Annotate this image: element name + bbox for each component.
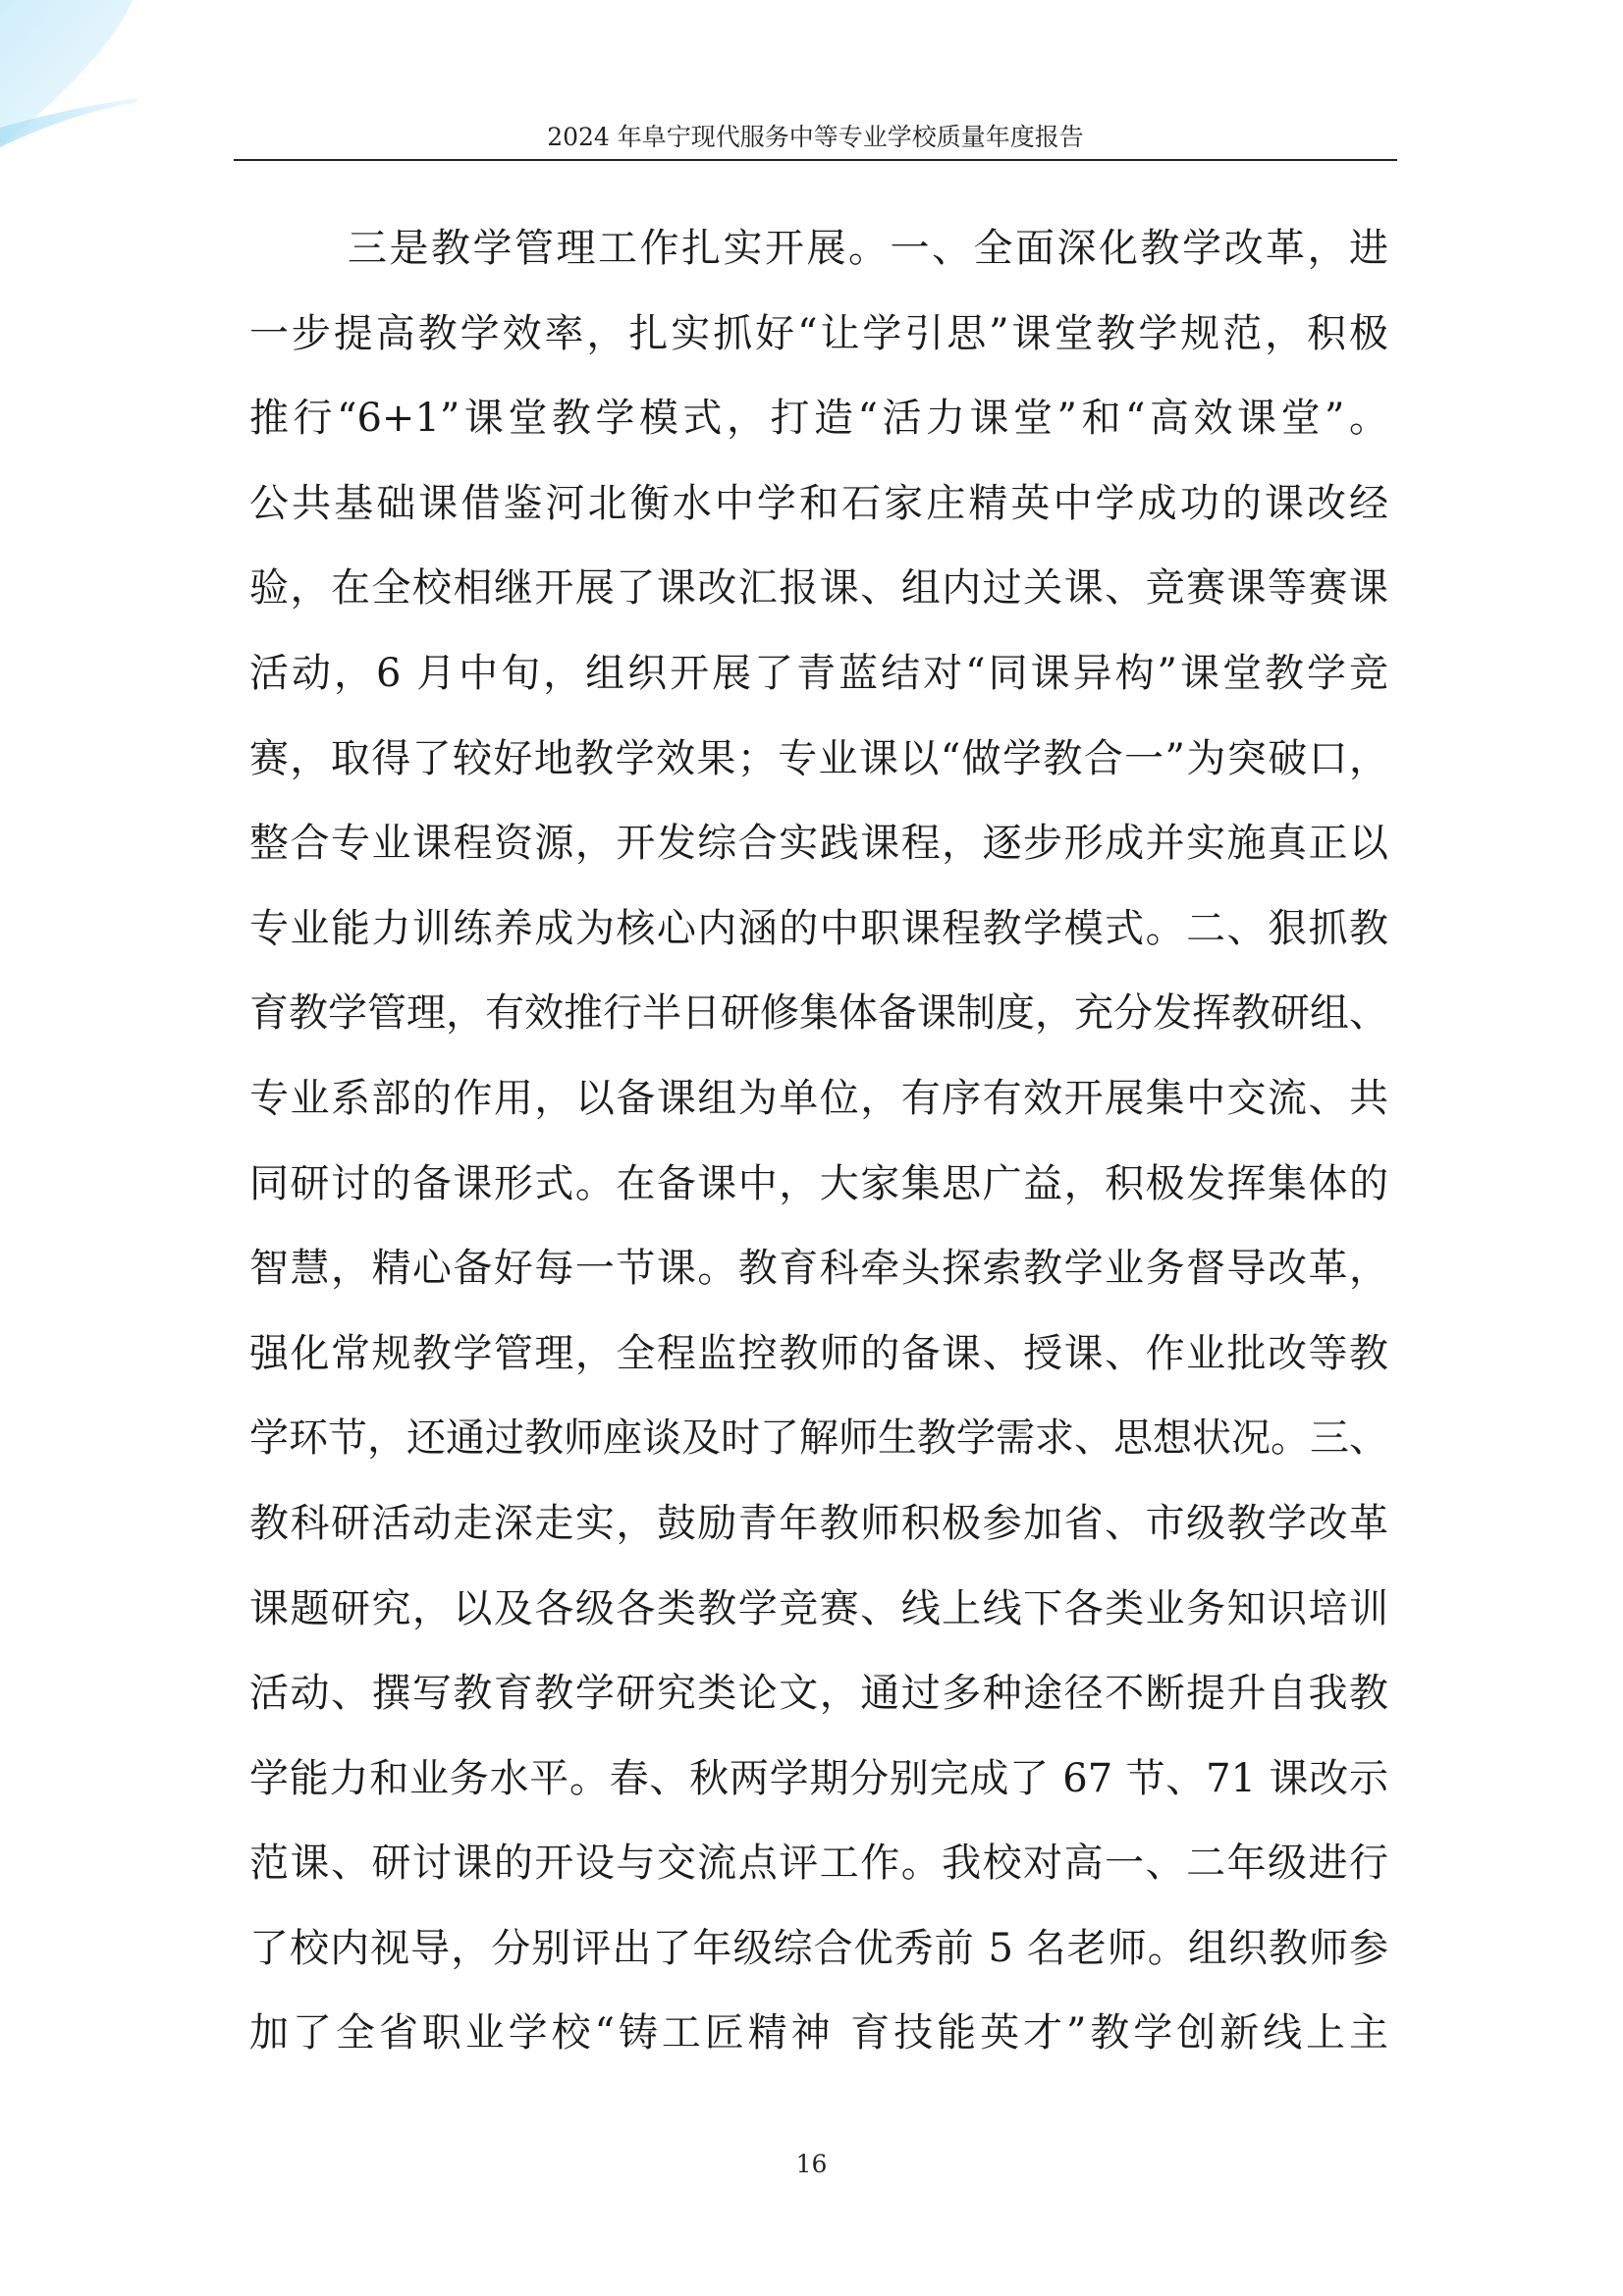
text-line: 学能力和业务水平。春、秋两学期分别完成了 67 节、71 课改示 — [249, 1755, 1388, 1801]
text-line: 公共基础课借鉴河北衡水中学和石家庄精英中学成功的课改经 — [249, 480, 1388, 526]
text-line: 推行“6+1”课堂教学模式，打造“活力课堂”和“高效课堂”。 — [249, 396, 1388, 442]
text-line: 学环节，还通过教师座谈及时了解师生教学需求、思想状况。三、 — [249, 1415, 1388, 1462]
text-line: 赛，取得了较好地教学效果；专业课以“做学教合一”为突破口， — [249, 735, 1388, 781]
text-line: 专业系部的作用，以备课组为单位，有序有效开展集中交流、共 — [249, 1075, 1388, 1121]
corner-decoration — [0, 0, 147, 157]
page-number: 16 — [795, 2150, 828, 2178]
text-line: 教科研活动走深走实，鼓励青年教师积极参加省、市级教学改革 — [249, 1500, 1388, 1546]
text-line: 课题研究，以及各级各类教学竞赛、线上线下各类业务知识培训 — [249, 1585, 1388, 1631]
text-line: 了校内视导，分别评出了年级综合优秀前 5 名老师。组织教师参 — [249, 1925, 1388, 1971]
header-divider — [234, 159, 1397, 161]
text-line: 验，在全校相继开展了课改汇报课、组内过关课、竞赛课等赛课 — [249, 565, 1388, 612]
text-line: 加了全省职业学校“铸工匠精神 育技能英才”教学创新线上主 — [249, 2010, 1388, 2056]
text-line: 三是教学管理工作扎实开展。一、全面深化教学改革，进 — [348, 226, 1388, 271]
text-line: 专业能力训练养成为核心内涵的中职课程教学模式。二、狠抓教 — [249, 905, 1388, 951]
text-line: 范课、研讨课的开设与交流点评工作。我校对高一、二年级进行 — [249, 1841, 1388, 1887]
page-header-title: 2024 年阜宁现代服务中等专业学校质量年度报告 — [547, 123, 1084, 151]
text-line: 同研讨的备课形式。在备课中，大家集思广益，积极发挥集体的 — [249, 1160, 1388, 1206]
text-line: 强化常规教学管理，全程监控教师的备课、授课、作业批改等教 — [249, 1330, 1388, 1376]
body-paragraph — [249, 206, 1388, 2076]
text-line: 活动、撰写教育教学研究类论文，通过多种途径不断提升自我教 — [249, 1671, 1388, 1717]
text-line: 智慧，精心备好每一节课。教育科牵头探索教学业务督导改革， — [249, 1246, 1388, 1292]
text-line: 一步提高教学效率，扎实抓好“让学引思”课堂教学规范，积极 — [249, 310, 1388, 356]
text-line: 活动，6 月中旬，组织开展了青蓝结对“同课异构”课堂教学竞 — [249, 650, 1388, 696]
text-line: 育教学管理，有效推行半日研修集体备课制度，充分发挥教研组、 — [249, 990, 1388, 1037]
text-line: 整合专业课程资源，开发综合实践课程，逐步形成并实施真正以 — [249, 821, 1388, 867]
